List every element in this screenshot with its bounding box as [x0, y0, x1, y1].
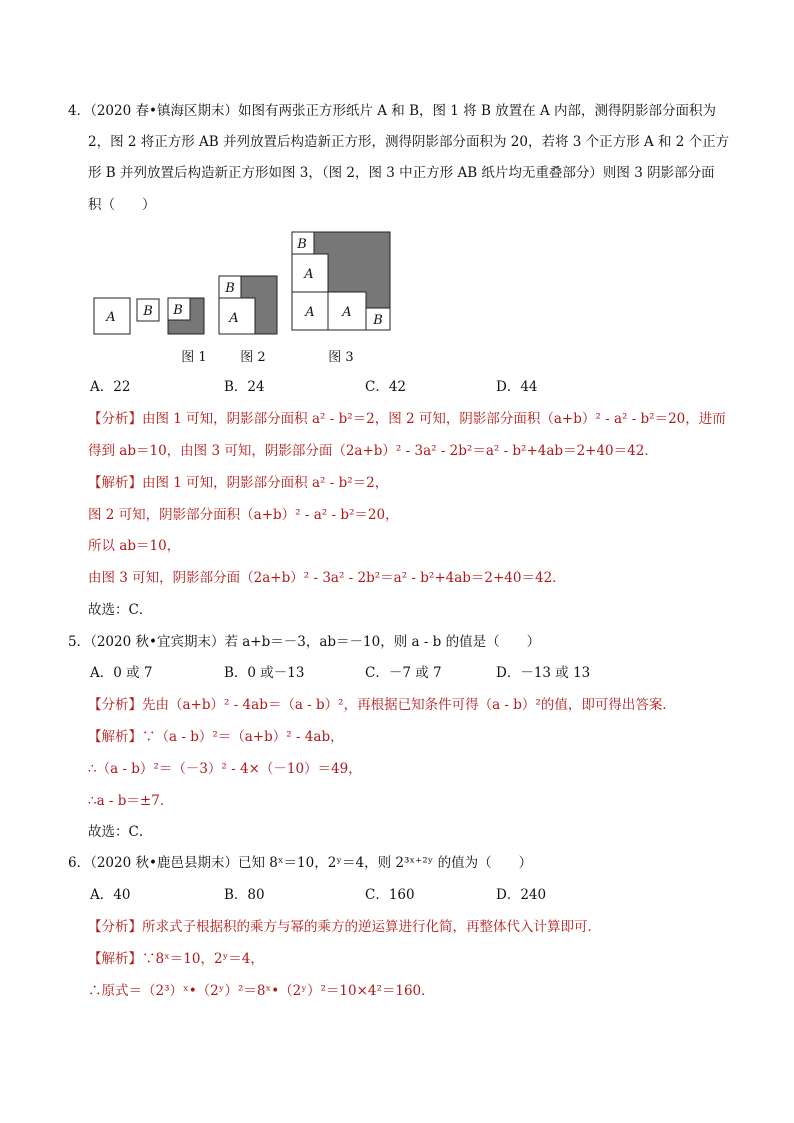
q4-stem-line3: 形 B 并列放置后构造新正方形如图 3，（图 2，图 3 中正方形 AB 纸片均无重叠部分）则图 3 阴影部分面 [88, 165, 715, 181]
q6-option-c: C．160 [365, 887, 415, 903]
q4-analysis-line1: 【分析】由图 1 可知，阴影部分面积 a² - b²＝2，图 2 可知，阴影部分面积（a+b）² - a² - b²＝20，进而 [88, 411, 726, 427]
q5-choice: 故选：C． [88, 824, 153, 840]
analysis-tag: 【分析】 [88, 919, 142, 935]
fig1-label-a: A [106, 310, 116, 325]
q4-solution-line4: 由图 3 可知，阴影部分面（2a+b）² - 3a² - 2b²＝a² - b²+4ab＝2+40＝42． [88, 570, 566, 586]
q4-stem-line4: 积（ ） [88, 197, 156, 213]
q4-solution-line1: 【解析】由图 1 可知，阴影部分面积 a² - b²＝2， [88, 475, 389, 491]
fig3-label-a-bl: A [305, 305, 315, 320]
q4-stem-line1: 4．（2020 春•镇海区期末）如图有两张正方形纸片 A 和 B，图 1 将 B 放置在 A 内部，测得阴影部分面积为 [68, 103, 716, 119]
q4-option-d: D．44 [496, 379, 538, 395]
fig3-label-b-top: B [297, 237, 307, 252]
fig1-label-b2: B [173, 303, 183, 318]
q5-option-d: D．－13 或 13 [496, 665, 591, 681]
fig2-caption: 图 2 [240, 350, 266, 365]
analysis-tag: 【分析】 [88, 411, 142, 427]
q6-option-a: A．40 [90, 887, 131, 903]
q4-solution-line3: 所以 ab＝10， [88, 538, 181, 554]
q4-option-a: A．22 [90, 379, 131, 395]
fig3-caption: 图 3 [328, 350, 354, 365]
fig3-label-a-mid: A [304, 267, 314, 282]
fig1-caption: 图 1 [181, 350, 207, 365]
q6-stem: 6．（2020 秋•鹿邑县期末）已知 8ˣ＝10，2ʸ＝4，则 2³ˣ⁺²ʸ 的值为（ ） [68, 855, 533, 871]
q5-solution-line2: ∴（a - b）²＝（－3）² - 4×（－10）＝49， [88, 761, 362, 777]
q4-figure [0, 228, 794, 368]
q6-solution-line1: 【解析】∵8ˣ＝10，2ʸ＝4， [88, 951, 264, 967]
q4-choice: 故选：C． [88, 602, 153, 618]
solution-tag: 【解析】 [88, 729, 142, 745]
analysis-tag: 【分析】 [88, 697, 142, 713]
q5-option-c: C．－7 或 7 [365, 665, 442, 681]
q6-analysis-line1: 【分析】所求式子根据积的乘方与幂的乘方的逆运算进行化简，再整体代入计算即可． [88, 919, 601, 935]
solution-tag: 【解析】 [88, 475, 142, 491]
q4-analysis-line2: 得到 ab＝10，由图 3 可知，阴影部分面（2a+b）² - 3a² - 2b²＝a² - b²+4ab＝2+40＝42． [88, 443, 658, 459]
fig1-label-b: B [143, 304, 153, 319]
q5-analysis-line1: 【分析】先由（a+b）² - 4ab＝（a - b）²，再根据已知条件可得（a - b）²的值，即可得出答案． [88, 697, 676, 713]
fig3-label-a-bm: A [342, 305, 352, 320]
q5-option-a: A．0 或 7 [90, 665, 153, 681]
q6-option-b: B．80 [224, 887, 265, 903]
q5-solution-line1: 【解析】∵（a - b）²＝（a+b）² - 4ab， [88, 729, 344, 745]
fig3-label-b-br: B [373, 313, 383, 328]
fig2-label-a: A [229, 311, 239, 326]
q4-option-b: B．24 [224, 379, 265, 395]
fig2-label-b: B [225, 281, 235, 296]
q4-option-c: C．42 [365, 379, 407, 395]
q4-solution-line2: 图 2 可知，阴影部分面积（a+b）² - a² - b²＝20， [88, 507, 399, 523]
q5-stem: 5．（2020 秋•宜宾期末）若 a+b＝－3，ab＝－10，则 a - b 的值是（ ） [68, 634, 541, 650]
q6-option-d: D．240 [496, 887, 547, 903]
q6-solution-line2: ∴原式＝（2³）ˣ•（2ʸ）²＝8ˣ•（2ʸ）²＝10×4²＝160． [88, 983, 435, 999]
q5-option-b: B．0 或－13 [224, 665, 305, 681]
q4-stem-line2: 2，图 2 将正方形 AB 并列放置后构造新正方形，测得阴影部分面积为 20，若将 3 个正方形 A 和 2 个正方 [88, 134, 730, 150]
q5-solution-line3: ∴a - b＝±7． [88, 793, 174, 809]
solution-tag: 【解析】 [88, 951, 142, 967]
